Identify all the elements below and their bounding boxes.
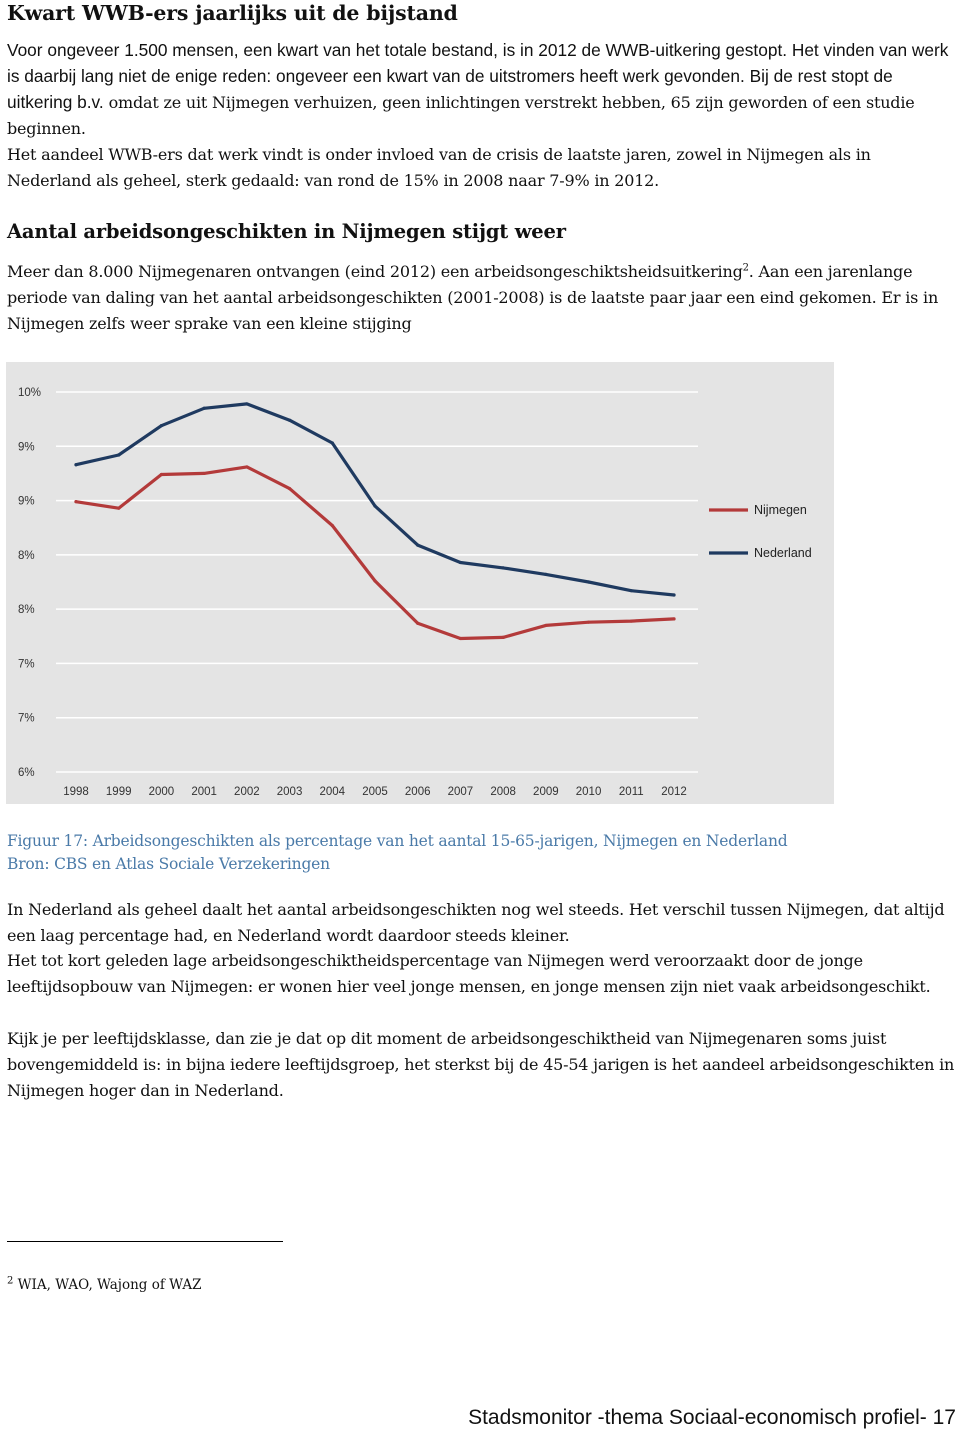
data-point-nijmegen	[203, 472, 206, 475]
data-point-nederland	[117, 453, 120, 456]
footnote-number: 2	[7, 1275, 14, 1287]
data-point-nijmegen	[630, 619, 633, 622]
y-tick-label: 9%	[18, 495, 35, 508]
x-tick-label: 2010	[575, 786, 602, 798]
x-tick-label: 1999	[105, 786, 132, 798]
data-point-nijmegen	[416, 622, 419, 625]
data-point-nederland	[245, 402, 248, 405]
y-tick-label: 8%	[18, 549, 35, 562]
paragraph-arbeidsongeschikten	[7, 259, 955, 337]
y-tick-label: 6%	[18, 767, 35, 779]
paragraph-nederland-daalt: In Nederland als geheel daalt het aantal arbeidsongeschikten nog wel steeds. Het verschil tussen Nijmegen, dat altijd een laag percentage had, en Nederland wordt daardoor steeds kleiner.	[7, 900, 945, 945]
page-footer: Stadsmonitor -thema Sociaal-economisch profiel- 17	[468, 1406, 956, 1429]
figure-caption-source: Bron: CBS en Atlas Sociale Verzekeringen	[7, 855, 330, 873]
paragraph-uitstroom	[7, 37, 955, 142]
paragraph-arbeidsongeschikten-part1: Meer dan 8.000 Nijmegenaren ontvangen (eind 2012) een arbeidsongeschiktsheidsuitkering	[7, 262, 743, 281]
y-tick-label: 7%	[18, 658, 35, 671]
legend-label-nijmegen: Nijmegen	[754, 503, 807, 517]
paragraph-arbeidsongeschikten-part2: . Aan een jarenlange periode van daling van het aantal arbeidsongeschikten (2001-2008) is de laatste paar jaar een eind gekomen. Er is in Nijmegen zelfs weer sprake van een kleine stijging	[7, 262, 939, 333]
x-tick-label: 2006	[404, 786, 431, 798]
x-tick-label: 2008	[490, 786, 516, 798]
footnote-divider	[7, 1241, 283, 1242]
x-tick-label: 2002	[234, 786, 260, 798]
data-point-nijmegen	[160, 473, 163, 476]
paragraph-uitstroom-part1: Voor ongeveer 1.500 mensen, een kwart van het totale bestand, is in 2012 de WWB-uitkering gestopt. Het vinden van werk is daarbij lang niet de enige reden: ongeveer een kwart van de uitstromers heeft werk gevonden. Bij de rest stopt de uitkering b.v.	[7, 40, 949, 112]
x-tick-label: 2001	[191, 786, 217, 798]
footnote	[7, 1276, 201, 1294]
data-point-nijmegen	[331, 524, 334, 527]
data-point-nederland	[288, 419, 291, 422]
x-tick-label: 2000	[148, 786, 175, 798]
data-point-nederland	[459, 561, 462, 564]
data-point-nederland	[416, 543, 419, 546]
data-point-nijmegen	[502, 636, 505, 639]
paragraph-leeftijdsopbouw: Het tot kort geleden lage arbeidsongeschiktheidspercentage van Nijmegen werd veroorzaakt door de jonge leeftijdsopbouw van Nijmegen: er wonen hier veel jonge mensen, en jonge mensen zijn niet vaak arbeidsongeschikt.	[7, 951, 931, 996]
y-tick-label: 9%	[18, 441, 35, 454]
x-tick-label: 2004	[319, 786, 346, 798]
y-tick-label: 7%	[18, 712, 35, 725]
data-point-nijmegen	[672, 617, 675, 620]
x-tick-label: 2005	[362, 786, 388, 798]
data-point-nijmegen	[587, 621, 590, 624]
footnote-text: WIA, WAO, Wajong of WAZ	[17, 1277, 202, 1293]
data-point-nederland	[74, 463, 77, 466]
data-point-nijmegen	[544, 624, 547, 627]
data-point-nijmegen	[459, 637, 462, 640]
x-tick-label: 1998	[63, 786, 89, 798]
figure-caption	[7, 830, 955, 876]
data-point-nederland	[331, 441, 334, 444]
data-point-nederland	[587, 580, 590, 583]
data-point-nederland	[373, 504, 376, 507]
data-point-nijmegen	[74, 500, 77, 503]
data-point-nijmegen	[373, 579, 376, 582]
x-tick-label: 2009	[533, 786, 559, 798]
x-tick-label: 2007	[447, 786, 474, 798]
paragraph-uitstroom-part2: omdat ze uit Nijmegen verhuizen, geen inlichtingen verstrekt hebben, 65 zijn geworden of een studie beginnen.	[7, 93, 915, 138]
x-tick-label: 2011	[618, 786, 644, 798]
footnote-reference[interactable]: 2	[742, 262, 749, 274]
x-tick-label: 2003	[276, 786, 303, 798]
data-point-nijmegen	[288, 487, 291, 490]
paragraph-aandeel-werk: Het aandeel WWB-ers dat werk vindt is onder invloed van de crisis de laatste jaren, zowel in Nijmegen als in Nederland als geheel, sterk gedaald: van rond de 15% in 2008 naar 7-9% in 2012.	[7, 145, 871, 190]
data-point-nijmegen	[117, 507, 120, 510]
section-title-bijstand: Kwart WWB-ers jaarlijks uit de bijstand	[7, 1, 458, 25]
chart-background	[6, 362, 834, 804]
data-point-nederland	[630, 589, 633, 592]
data-point-nijmegen	[245, 465, 248, 468]
data-point-nederland	[203, 407, 206, 410]
data-point-nederland	[502, 566, 505, 569]
data-point-nederland	[544, 573, 547, 576]
paragraph-leeftijdsklasse: Kijk je per leeftijdsklasse, dan zie je dat op dit moment de arbeidsongeschiktheid van Nijmegenaren soms juist bovengemiddeld is: in bijna iedere leeftijdsgroep, het sterkst bij de 45-54 jarigen is het aandeel arbeidsongeschikten in Nijmegen hoger dan in Nederland.	[7, 1029, 955, 1100]
figure-caption-title: Figuur 17: Arbeidsongeschikten als percentage van het aantal 15-65-jarigen, Nijmegen en Nederland	[7, 832, 788, 850]
line-chart	[6, 362, 834, 804]
data-point-nederland	[672, 593, 675, 596]
data-point-nederland	[160, 424, 163, 427]
y-tick-label: 8%	[18, 604, 35, 617]
x-tick-label: 2012	[661, 786, 687, 798]
legend-label-nederland: Nederland	[754, 546, 812, 560]
section-title-arbeidsongeschikten: Aantal arbeidsongeschikten in Nijmegen stijgt weer	[7, 220, 566, 243]
y-tick-label: 10%	[18, 387, 42, 399]
